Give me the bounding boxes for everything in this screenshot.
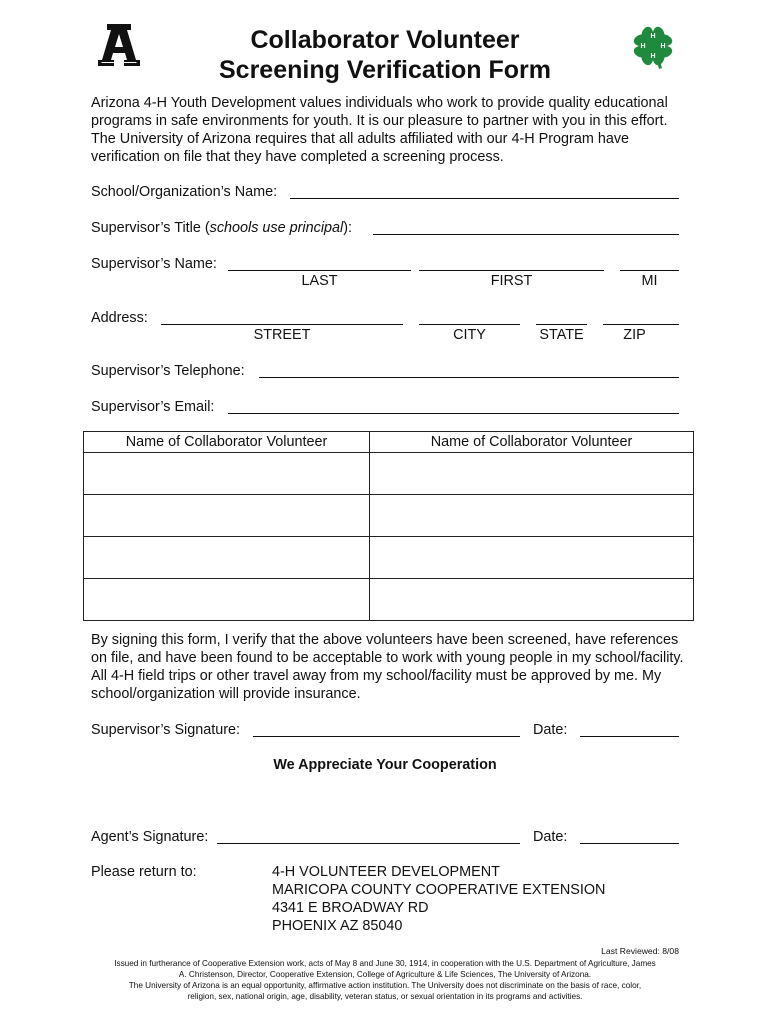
supervisor-mi-field[interactable] [620, 270, 679, 271]
supervisor-date-field[interactable] [580, 736, 679, 737]
zip-field[interactable] [603, 324, 679, 325]
mi-caption: MI [641, 273, 658, 289]
supervisor-signature-label: Supervisor’s Signature: [91, 722, 241, 738]
supervisor-last-name-field[interactable] [228, 270, 411, 271]
footer-line4: religion, sex, national origin, age, disability, veteran status, or sexual orientation in its programs and activities. [187, 992, 583, 1001]
city-field[interactable] [419, 324, 520, 325]
agent-date-field[interactable] [580, 843, 679, 844]
volunteer-name-cell[interactable] [370, 453, 694, 495]
agent-signature-label: Agent’s Signature: [91, 829, 209, 845]
volunteer-name-cell[interactable] [370, 579, 694, 621]
svg-text:H: H [640, 43, 646, 50]
intro-paragraph: Arizona 4-H Youth Development values individuals who work to provide quality educational programs in safe environments for youth. It is our pleasure to partner with you in this effort. The University of Arizona requires that all adults affiliated with our 4-H Program have verification on file that they have completed a screening process. [91, 95, 668, 165]
return-address-line4: PHOENIX AZ 85040 [272, 918, 403, 934]
supervisor-signature-field[interactable] [253, 736, 520, 737]
table-row [84, 495, 694, 537]
supervisor-title-field[interactable] [373, 234, 679, 235]
last-reviewed: Last Reviewed: 8/08 [601, 946, 679, 956]
appreciation-heading: We Appreciate Your Cooperation [273, 757, 497, 773]
agent-date-label: Date: [533, 829, 568, 845]
table-header-row [84, 432, 694, 453]
address-label: Address: [91, 310, 148, 326]
table-header-col1: Name of Collaborator Volunteer [84, 432, 370, 453]
form-title-line1: Collaborator Volunteer [250, 26, 520, 54]
street-field[interactable] [161, 324, 403, 325]
first-name-caption: FIRST [490, 273, 533, 289]
telephone-label: Supervisor’s Telephone: [91, 363, 245, 379]
volunteer-name-cell[interactable] [370, 495, 694, 537]
school-org-field[interactable] [290, 198, 679, 199]
supervisor-name-label: Supervisor’s Name: [91, 256, 217, 272]
supervisor-title-suffix: ): [343, 220, 353, 236]
svg-text:H: H [650, 33, 656, 40]
table-row [84, 537, 694, 579]
agent-signature-field[interactable] [217, 843, 520, 844]
return-address-line2: MARICOPA COUNTY COOPERATIVE EXTENSION [272, 882, 606, 898]
verification-paragraph: By signing this form, I verify that the above volunteers have been screened, have references on file, and have been found to be acceptable to work with young people in my school/facility. All 4-H field trips or other travel away from my school/facility must be approved by me. My school/organization will provide insurance. [91, 632, 684, 702]
zip-caption: ZIP [623, 327, 646, 343]
last-name-caption: LAST [301, 273, 338, 289]
supervisor-first-name-field[interactable] [419, 270, 604, 271]
table-row [84, 579, 694, 621]
supervisor-date-label: Date: [533, 722, 568, 738]
return-address-line1: 4-H VOLUNTEER DEVELOPMENT [272, 864, 500, 880]
state-field[interactable] [536, 324, 587, 325]
volunteer-name-cell[interactable] [84, 495, 370, 537]
volunteer-name-cell[interactable] [84, 537, 370, 579]
volunteer-table [83, 431, 694, 621]
supervisor-title-label [91, 219, 352, 237]
supervisor-title-prefix: Supervisor’s Title ( [91, 220, 210, 236]
return-label: Please return to: [91, 864, 197, 880]
svg-text:H: H [660, 43, 666, 50]
footer-line2: A. Christenson, Director, Cooperative Extension, College of Agriculture & Life Sciences, The University of Arizona. [178, 970, 592, 979]
street-caption: STREET [253, 327, 311, 343]
volunteer-name-cell[interactable] [84, 579, 370, 621]
volunteer-name-cell[interactable] [370, 537, 694, 579]
return-address-line3: 4341 E BROADWAY RD [272, 900, 429, 916]
table-header-col2: Name of Collaborator Volunteer [370, 432, 694, 453]
form-title-line2: Screening Verification Form [218, 56, 552, 84]
table-row [84, 453, 694, 495]
city-caption: CITY [453, 327, 486, 343]
supervisor-title-hint: schools use principal [209, 220, 344, 236]
footer-line3: The University of Arizona is an equal opportunity, affirmative action institution. The University does not discriminate on the basis of race, color, [128, 981, 642, 990]
telephone-field[interactable] [259, 377, 679, 378]
state-caption: STATE [539, 327, 584, 343]
email-label: Supervisor’s Email: [91, 399, 215, 415]
svg-text:H: H [650, 53, 656, 60]
school-org-label: School/Organization’s Name: [91, 184, 278, 200]
volunteer-name-cell[interactable] [84, 453, 370, 495]
email-field[interactable] [228, 413, 679, 414]
footer-line1: Issued in furtherance of Cooperative Extension work, acts of May 8 and June 30, 1914, in cooperation with the U.S. Department of Agriculture, James [114, 959, 656, 968]
